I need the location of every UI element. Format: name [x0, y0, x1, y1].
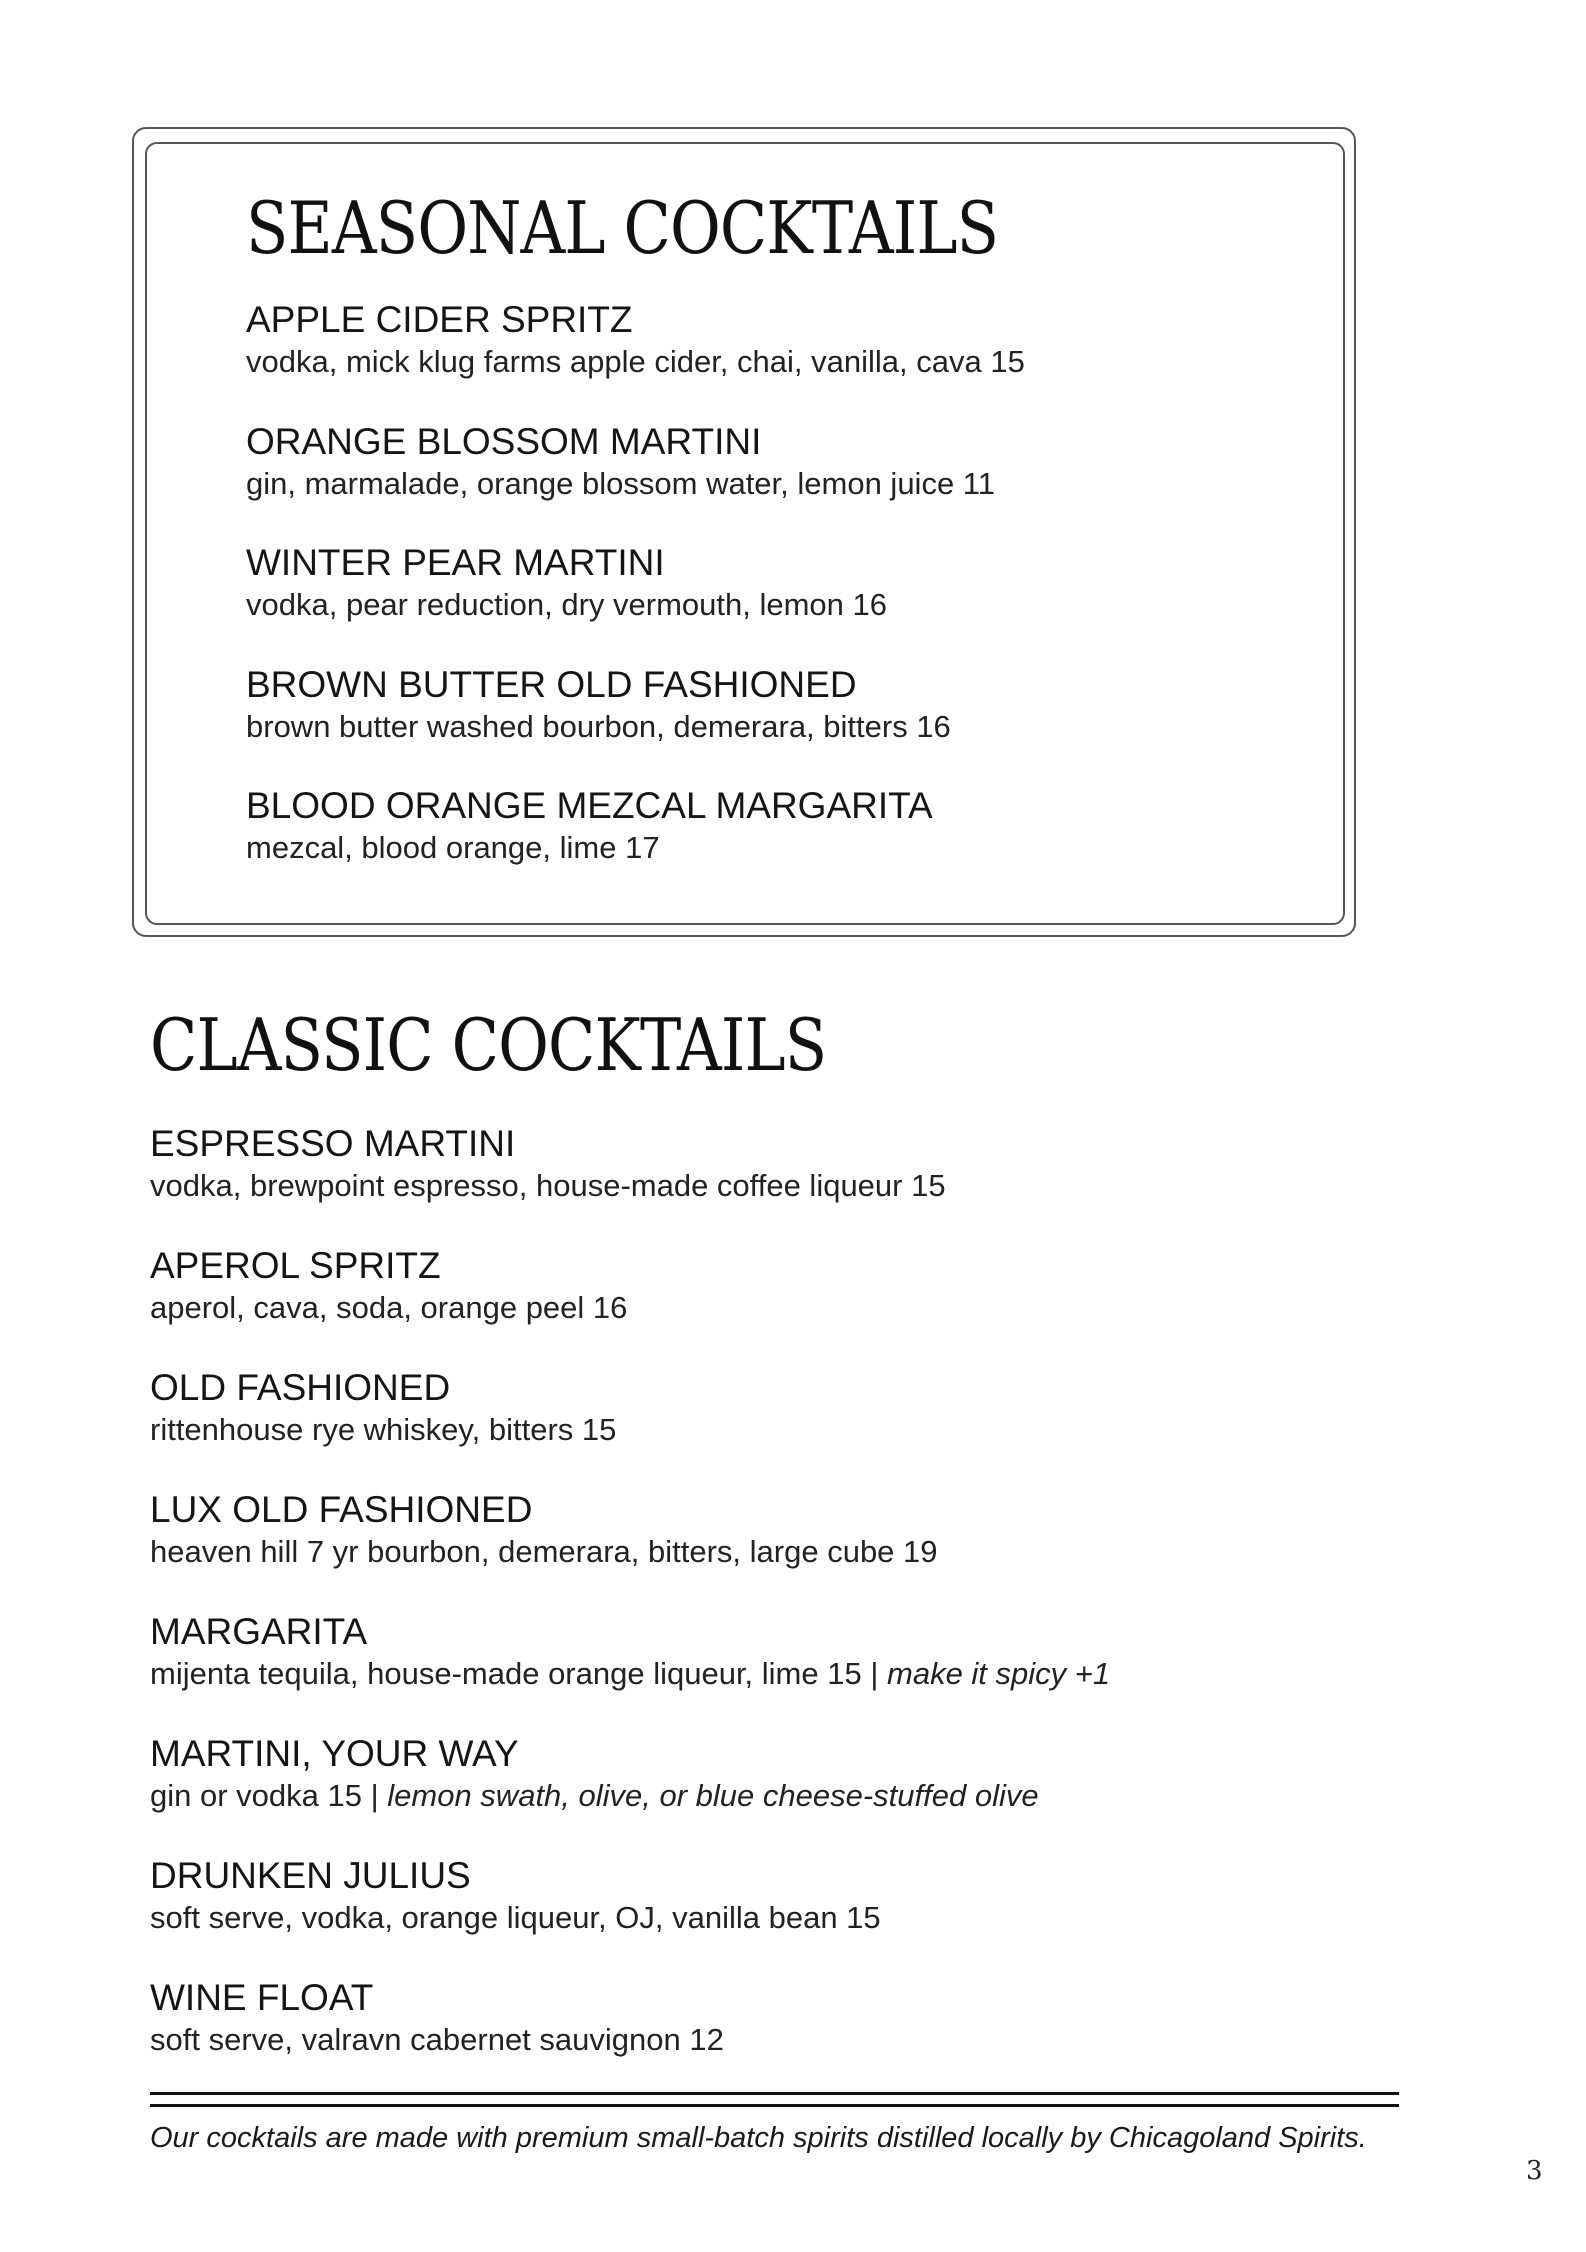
menu-item-description: soft serve, vodka, orange liqueur, OJ, vanilla bean 15	[150, 1900, 881, 1935]
menu-item-description: vodka, brewpoint espresso, house-made coffee liqueur 15	[150, 1168, 946, 1203]
menu-item	[150, 1854, 881, 1938]
page-number: 3	[1526, 2156, 1543, 2186]
menu-item-description: soft serve, valravn cabernet sauvignon 12	[150, 2022, 724, 2057]
menu-item-name: WINTER PEAR MARTINI	[246, 542, 665, 583]
menu-item-description: rittenhouse rye whiskey, bitters 15	[150, 1412, 617, 1447]
menu-item-description: brown butter washed bourbon, demerara, bitters 16	[246, 709, 951, 744]
menu-item	[150, 1122, 946, 1206]
menu-item	[150, 1976, 724, 2060]
footer-divider-top	[150, 2092, 1399, 2095]
menu-item-name: MARTINI, YOUR WAY	[150, 1733, 519, 1774]
menu-item-name: BLOOD ORANGE MEZCAL MARGARITA	[246, 785, 933, 826]
menu-item	[150, 1366, 616, 1450]
menu-item-name: OLD FASHIONED	[150, 1367, 451, 1408]
menu-item-name: MARGARITA	[150, 1611, 368, 1652]
menu-item	[150, 1610, 1110, 1694]
menu-item	[246, 784, 933, 868]
footer-note: Our cocktails are made with premium small-batch spirits distilled locally by Chicagoland Spirits.	[150, 2122, 1367, 2154]
menu-item	[246, 298, 1025, 382]
menu-item	[246, 541, 887, 625]
menu-item-name: ESPRESSO MARTINI	[150, 1123, 516, 1164]
menu-item	[150, 1732, 1039, 1816]
menu-item-name: APPLE CIDER SPRITZ	[246, 299, 633, 340]
classic-cocktails-heading: CLASSIC COCKTAILS	[150, 1003, 827, 1087]
menu-item-note: make it spicy +1	[887, 1656, 1111, 1691]
menu-item-description: heaven hill 7 yr bourbon, demerara, bitters, large cube 19	[150, 1534, 938, 1569]
menu-item-description: gin, marmalade, orange blossom water, lemon juice 11	[246, 466, 995, 501]
menu-item-description-text: gin or vodka 15 |	[150, 1778, 388, 1813]
menu-item-name: WINE FLOAT	[150, 1977, 374, 2018]
menu-item	[150, 1488, 938, 1572]
menu-item-description: vodka, mick klug farms apple cider, chai, vanilla, cava 15	[246, 344, 1025, 379]
menu-item-description-text: mijenta tequila, house-made orange liqueur, lime 15 |	[150, 1656, 887, 1691]
menu-item-description: vodka, pear reduction, dry vermouth, lemon 16	[246, 587, 888, 622]
seasonal-cocktails-heading: SEASONAL COCKTAILS	[246, 186, 999, 270]
menu-item	[246, 663, 951, 747]
menu-item-description: mezcal, blood orange, lime 17	[246, 830, 660, 865]
menu-item-name: ORANGE BLOSSOM MARTINI	[246, 421, 762, 462]
menu-item-description	[150, 1654, 1110, 1694]
menu-item	[246, 420, 995, 504]
menu-item-name: APEROL SPRITZ	[150, 1245, 441, 1286]
menu-item-name: BROWN BUTTER OLD FASHIONED	[246, 664, 857, 705]
menu-item-description: aperol, cava, soda, orange peel 16	[150, 1290, 628, 1325]
menu-item-name: DRUNKEN JULIUS	[150, 1855, 471, 1896]
menu-item-description	[150, 1776, 1039, 1816]
footer-divider-bottom	[150, 2104, 1399, 2107]
menu-item	[150, 1244, 627, 1328]
menu-item-note: lemon swath, olive, or blue cheese-stuffed olive	[387, 1778, 1039, 1813]
menu-item-name: LUX OLD FASHIONED	[150, 1489, 533, 1530]
